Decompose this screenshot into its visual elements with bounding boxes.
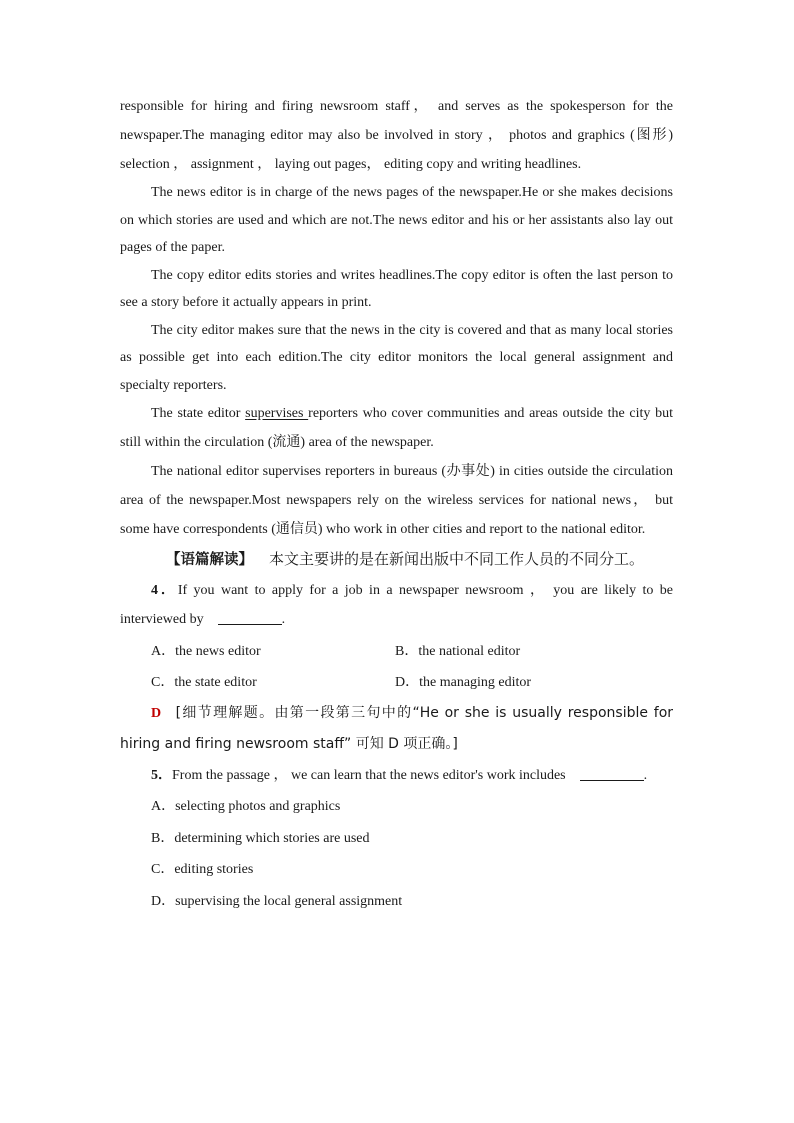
question-4-option-b: B．the national editor — [395, 644, 521, 659]
paragraph-5 — [120, 399, 673, 457]
question-4-option-d: D．the managing editor — [395, 675, 532, 690]
paragraph-6: The national editor supervises reporters in bureaus (办事处) in cities outside the circulation area of the newspaper.Most newspapers rely on the wireless services for national news， but some have correspondents (通信员) who work in other cities and report to the national editor. — [120, 464, 673, 537]
question-4-option-a: A．the news editor — [151, 644, 261, 659]
question-5 — [120, 760, 673, 791]
question-4-end: . — [281, 612, 286, 627]
question-4-blank — [218, 610, 282, 625]
question-4 — [120, 576, 673, 634]
passage-interpretation — [120, 545, 673, 575]
question-5-end: . — [643, 768, 648, 783]
question-4-options-row-1 — [120, 636, 673, 667]
question-5-option-d: D．supervising the local general assignment — [151, 893, 403, 909]
paragraph-5-start: The state editor — [151, 406, 246, 421]
paragraph-1: responsible for hiring and firing newsroom staff， and serves as the spokesperson for the newspaper.The managing editor may also be involved in story ， photos and graphics (图形) selection ， assignment ， laying out pages， editing copy and writing headlines. — [120, 99, 673, 172]
paragraph-3: The copy editor edits stories and writes headlines.The copy editor is often the last person to see a story before it actually appears in print. — [120, 267, 673, 310]
question-5-blank — [580, 766, 644, 781]
question-4-stem: If you want to apply for a job in a newspaper newsroom ， you are likely to be interviewed by — [120, 583, 674, 627]
answer-analysis: [细节理解题。由第一段第三句中的“He or she is usually responsible for hiring and firing newsroom staff” 可知 D 项正确。] — [120, 705, 674, 752]
question-4-option-c: C．the state editor — [151, 675, 257, 690]
interpretation-tag: 【语篇解读】 — [166, 552, 253, 568]
paragraph-2: The news editor is in charge of the news pages of the newspaper.He or she makes decisions on which stories are used and which are not.The news editor and his or her assistants also lay out pages of the paper. — [120, 185, 673, 255]
interpretation-text: 本文主要讲的是在新闻出版中不同工作人员的不同分工。 — [269, 550, 645, 568]
question-4-options-row-2 — [120, 667, 673, 698]
underlined-word: supervises — [245, 406, 309, 421]
answer-letter: D — [151, 706, 162, 721]
document-page — [120, 92, 673, 917]
question-4-number: 4． — [151, 583, 178, 598]
question-5-option-a: A．selecting photos and graphics — [151, 799, 341, 814]
question-5-option-b: B．determining which stories are used — [151, 830, 370, 846]
question-5-stem: From the passage ， we can learn that the news editor's work includes — [172, 768, 566, 783]
question-4-answer — [120, 698, 673, 760]
paragraph-5-end: reporters who cover communities and areas outside the city but still within the circulation (流通) area of the newspaper. — [120, 406, 674, 450]
question-5-option-c: C．editing stories — [151, 862, 254, 877]
paragraph-4: The city editor makes sure that the news in the city is covered and that as many local stories as possible get into each edition.The city editor monitors the local general assignment and specialty reporters. — [120, 322, 673, 393]
question-5-number: 5． — [151, 768, 172, 783]
